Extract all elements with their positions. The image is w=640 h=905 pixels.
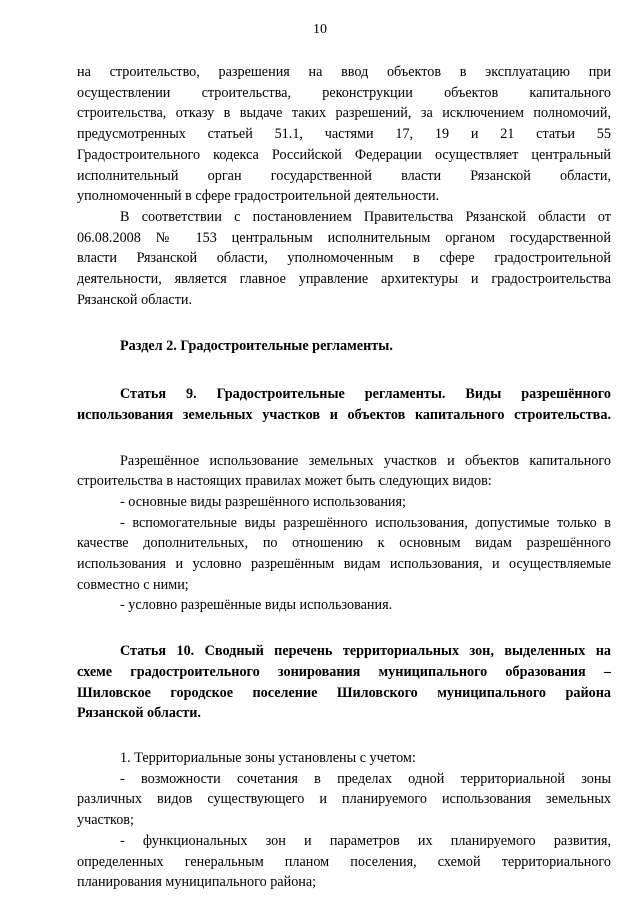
text-line: 06.08.2008 № 153 центральным исполнительным органом государственной <box>77 229 611 246</box>
list-item: - возможности сочетания в пределах одной территориальной зоны <box>120 770 611 787</box>
list-item: - условно разрешённые виды использования. <box>120 597 393 614</box>
text-line: совместно с ними; <box>77 576 189 593</box>
text-line: Рязанской области. <box>77 291 193 308</box>
page-number: 10 <box>313 22 327 37</box>
text-line: уполномоченный в сфере градостроительной деятельности. <box>77 188 440 205</box>
text-line: на строительство, разрешения на ввод объектов в эксплуатацию при <box>77 64 611 80</box>
text-line: осуществлении строительства, реконструкции объектов капитального <box>77 84 611 101</box>
section-title: Раздел 2. Градостроительные регламенты. <box>120 338 393 355</box>
text-line: Градостроительного кодекса Российской Федерации осуществляет центральный <box>77 146 611 163</box>
heading-line: Рязанской области. <box>77 705 201 722</box>
text-line: планирования муниципального района; <box>77 874 317 891</box>
article-9-body <box>77 451 611 617</box>
continuation-paragraph <box>77 62 611 207</box>
heading-line: использования земельных участков и объектов капитального строительства. <box>77 406 611 423</box>
list-item: - основные виды разрешённого использования; <box>120 493 406 510</box>
heading-line: Статья 9. Градостроительные регламенты. Виды разрешённого <box>120 386 611 403</box>
text-line: строительства, отказу в выдаче таких разрешений, за исключением полномочий, <box>77 105 611 122</box>
text-line: Разрешённое использование земельных участков и объектов капитального <box>120 452 611 469</box>
text-line: качестве дополнительных, по отношению к основным видам разрешённого <box>77 535 611 552</box>
text-line: различных видов существующего и планируемого использования земельных <box>77 791 611 808</box>
text-line: предусмотренных статьей 51.1, частями 17, 19 и 21 статьи 55 <box>77 126 611 143</box>
article-10-title <box>77 641 611 724</box>
text-line: исполнительный орган государственной власти Рязанской области, <box>77 167 611 184</box>
text-line: участков; <box>77 812 134 829</box>
text-line: строительства в настоящих правилах может быть следующих видов: <box>77 473 492 490</box>
list-item: - функциональных зон и параметров их планируемого развития, <box>120 832 611 849</box>
text-line: 1. Территориальные зоны установлены с учетом: <box>120 749 416 766</box>
text-line: В соответствии с постановлением Правительства Рязанской области от <box>120 208 611 225</box>
text-line: деятельности, является главное управление архитектуры и градостроительства <box>77 271 611 288</box>
article-10-body <box>77 748 611 893</box>
text-line: определенных генеральным планом поселения, схемой территориального <box>77 853 611 870</box>
heading-line: Статья 10. Сводный перечень территориальных зон, выделенных на <box>120 643 611 660</box>
list-item: - вспомогательные виды разрешённого использования, допустимые только в <box>120 514 611 531</box>
resolution-paragraph <box>77 207 611 311</box>
heading-line: схеме градостроительного зонирования муниципального образования – <box>77 663 611 680</box>
text-line: власти Рязанской области, уполномоченным в сфере градостроительной <box>77 250 611 267</box>
text-line: использования и условно разрешённым видам использования, и осуществляемые <box>77 556 611 573</box>
heading-line: Шиловское городское поселение Шиловского муниципального района <box>77 684 611 701</box>
page-body <box>77 62 611 893</box>
article-9-title <box>77 384 611 425</box>
